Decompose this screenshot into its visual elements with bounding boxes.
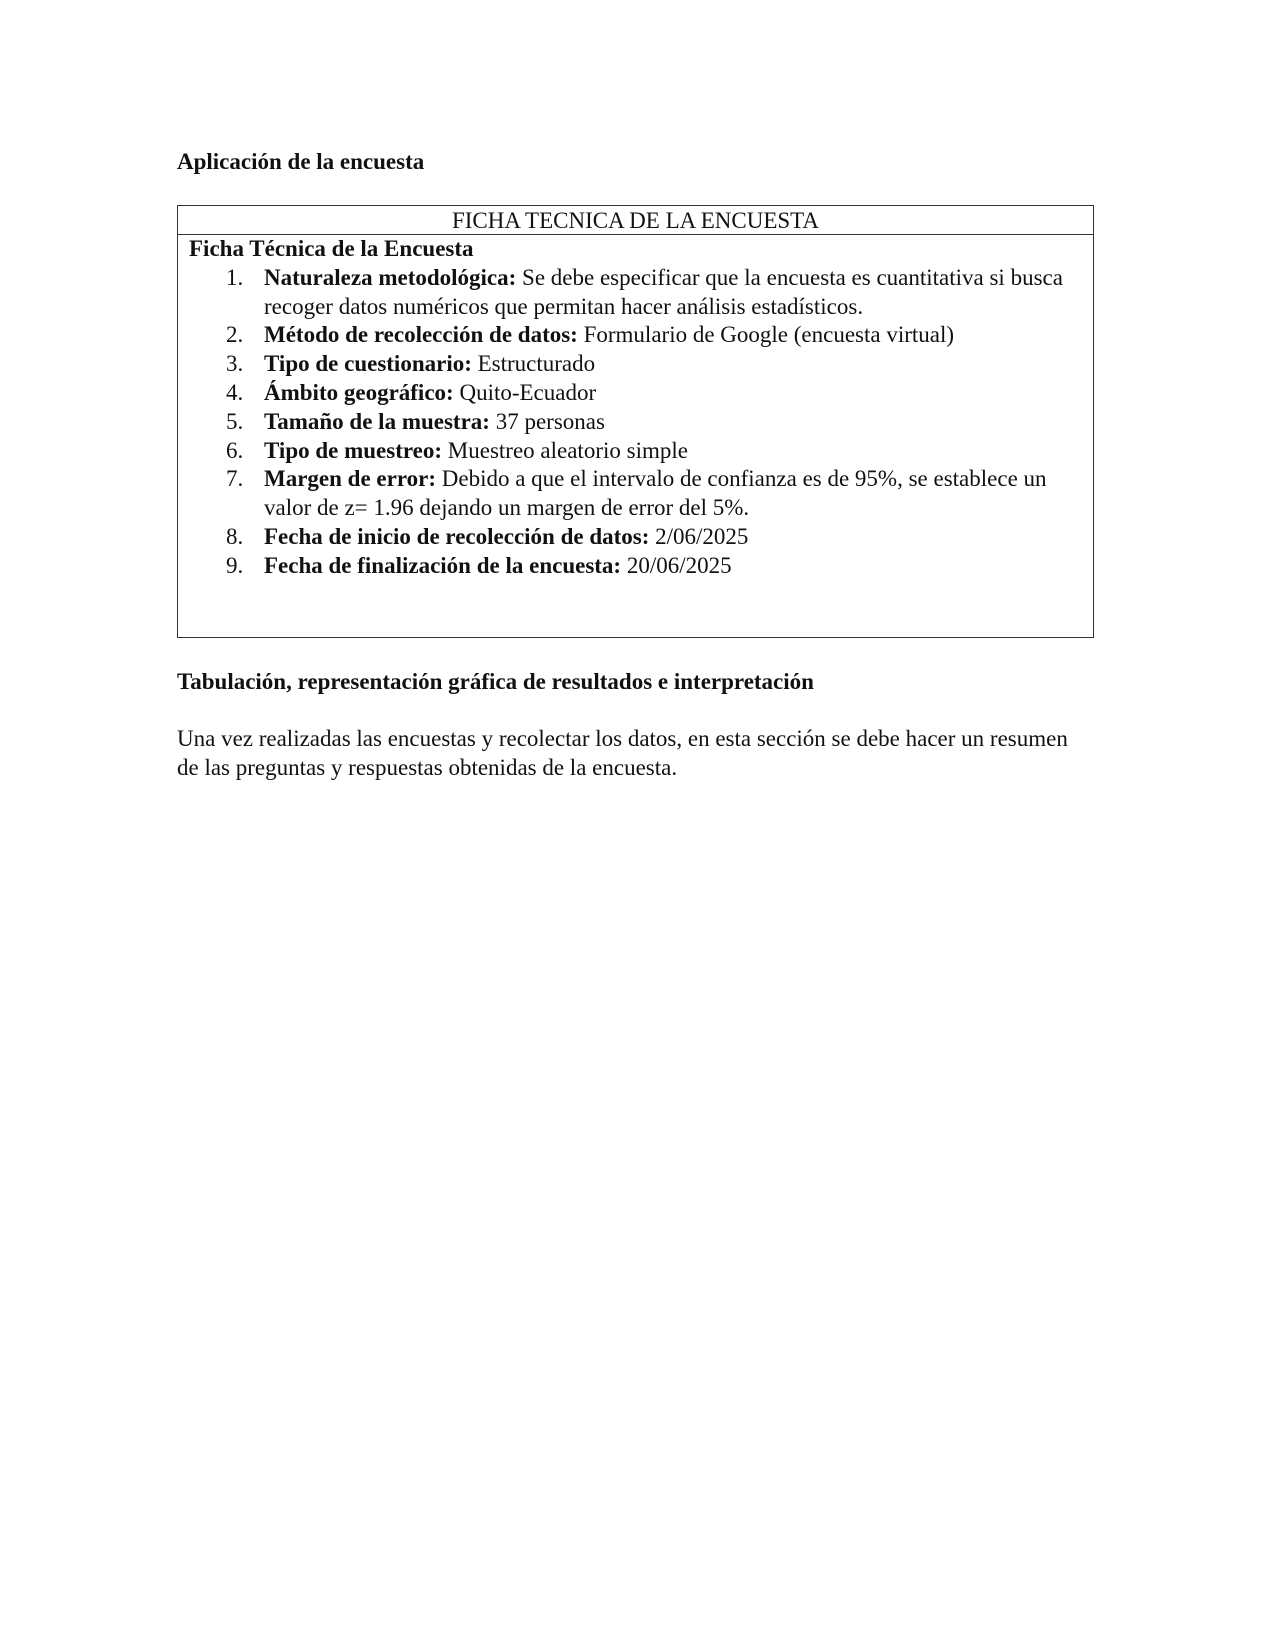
list-item bbox=[189, 523, 1081, 552]
item-value: Se debe especificar que la encuesta es cuantitativa si busca recoger datos numéricos que permitan hacer análisis estadísticos. bbox=[264, 264, 1063, 319]
item-number: 2. bbox=[226, 322, 244, 348]
item-label: Naturaleza metodológica: bbox=[264, 264, 517, 290]
ficha-subtitle: Ficha Técnica de la Encuesta bbox=[189, 236, 474, 261]
item-label: Tamaño de la muestra: bbox=[264, 408, 490, 434]
item-label: Ámbito geográfico: bbox=[264, 379, 454, 405]
ficha-tecnica-table bbox=[177, 205, 1094, 638]
item-value: 20/06/2025 bbox=[621, 552, 732, 578]
item-label: Tipo de muestreo: bbox=[264, 437, 443, 463]
list-item bbox=[189, 437, 1081, 466]
item-label: Fecha de finalización de la encuesta: bbox=[264, 552, 622, 578]
section-heading-aplicacion: Aplicación de la encuesta bbox=[177, 149, 425, 174]
item-label: Método de recolección de datos: bbox=[264, 322, 578, 348]
item-label: Margen de error: bbox=[264, 466, 436, 492]
list-item bbox=[189, 321, 1081, 350]
item-value: 37 personas bbox=[489, 408, 605, 434]
item-number: 8. bbox=[226, 523, 244, 549]
item-value: Estructurado bbox=[471, 351, 596, 377]
ficha-item-list bbox=[189, 264, 1081, 581]
item-value: Debido a que el intervalo de confianza es de 95%, se establece un valor de z= 1.96 dejando un margen de error del 5%. bbox=[264, 466, 1047, 521]
list-item bbox=[189, 350, 1081, 379]
list-item bbox=[189, 264, 1081, 322]
item-number: 5. bbox=[226, 408, 244, 434]
list-item bbox=[189, 465, 1081, 523]
list-item bbox=[189, 408, 1081, 437]
item-number: 9. bbox=[226, 552, 244, 578]
list-item bbox=[189, 379, 1081, 408]
item-value: Quito-Ecuador bbox=[453, 379, 597, 405]
item-number: 7. bbox=[226, 466, 244, 492]
item-number: 4. bbox=[226, 379, 244, 405]
body-paragraph: Una vez realizadas las encuestas y recolectar los datos, en esta sección se debe hacer un resumen de las preguntas y respuestas obtenidas de la encuesta. bbox=[177, 726, 1068, 780]
item-number: 3. bbox=[226, 351, 244, 377]
item-value: 2/06/2025 bbox=[649, 523, 749, 549]
list-item bbox=[189, 552, 1081, 581]
item-value: Muestreo aleatorio simple bbox=[442, 437, 688, 463]
item-number: 1. bbox=[226, 264, 244, 290]
item-value: Formulario de Google (encuesta virtual) bbox=[577, 322, 955, 348]
item-number: 6. bbox=[226, 437, 244, 463]
ficha-table-body bbox=[178, 235, 1093, 581]
ficha-table-header: FICHA TECNICA DE LA ENCUESTA bbox=[178, 206, 1093, 235]
item-label: Tipo de cuestionario: bbox=[264, 351, 472, 377]
item-label: Fecha de inicio de recolección de datos: bbox=[264, 523, 650, 549]
section-heading-tabulacion: Tabulación, representación gráfica de resultados e interpretación bbox=[177, 669, 814, 694]
